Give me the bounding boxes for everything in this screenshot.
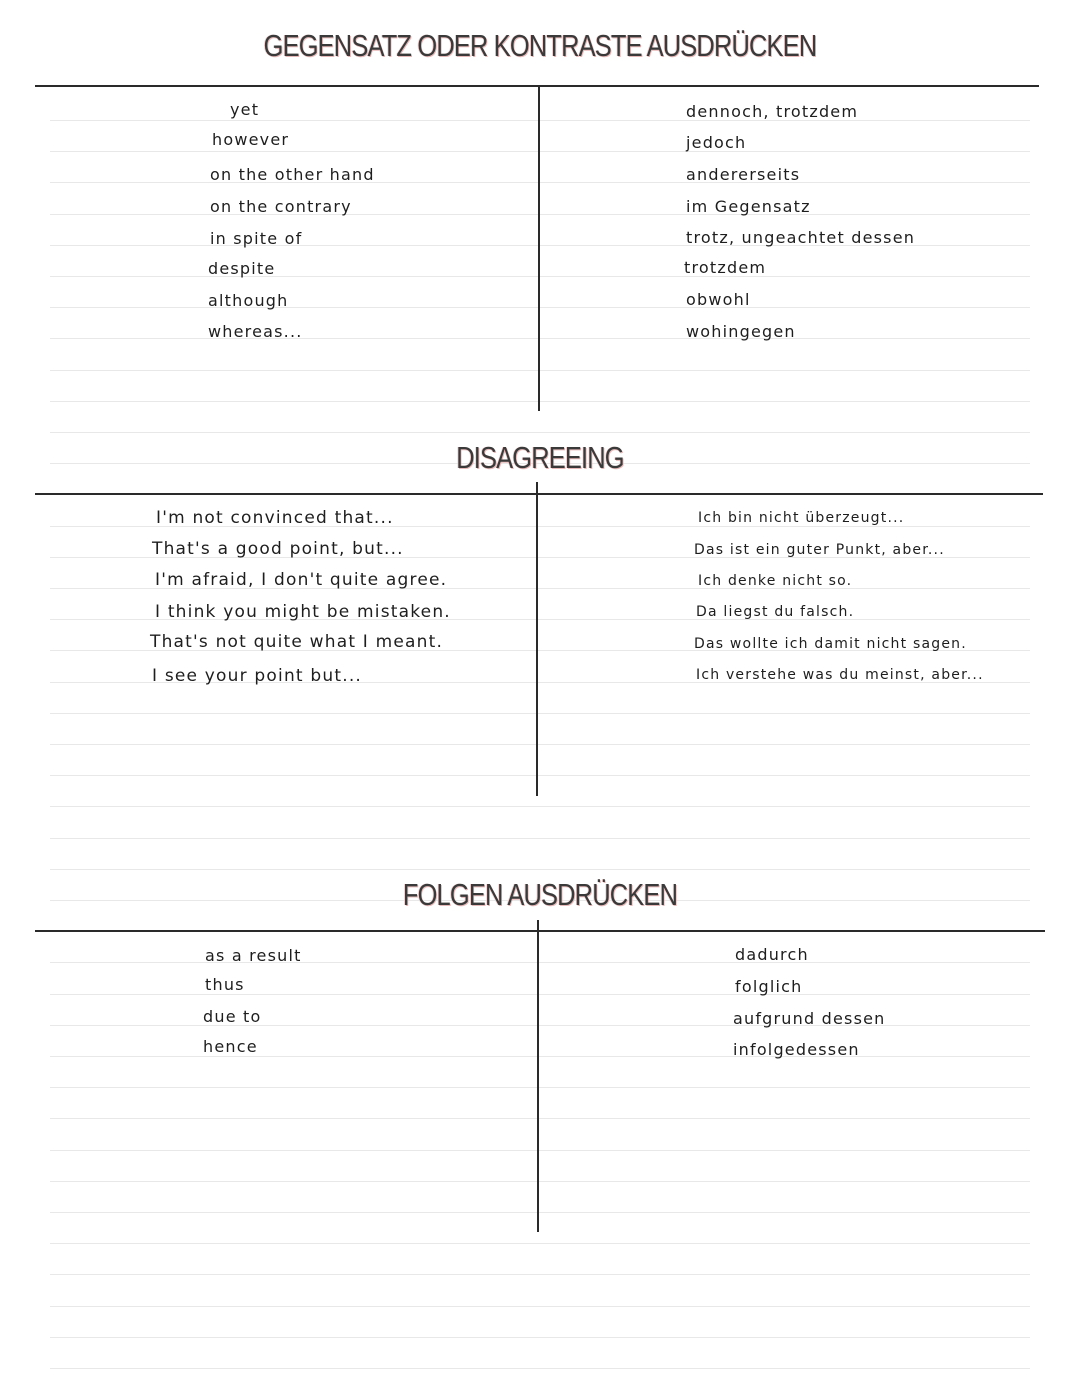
- list-item: I'm afraid, I don't quite agree.: [155, 570, 448, 590]
- list-item: I think you might be mistaken.: [155, 602, 451, 622]
- list-item: infolgedessen: [733, 1040, 860, 1059]
- list-item: despite: [208, 259, 276, 278]
- ruled-line: [50, 151, 1030, 152]
- table-top-rule: [35, 493, 1043, 495]
- ruled-line: [50, 307, 1030, 308]
- list-item: im Gegensatz: [686, 197, 811, 216]
- list-item: hence: [203, 1037, 258, 1056]
- list-item: yet: [230, 100, 260, 119]
- ruled-line: [50, 806, 1030, 807]
- list-item: on the other hand: [210, 165, 375, 184]
- table-top-rule: [35, 930, 1045, 932]
- list-item: That's a good point, but...: [152, 539, 404, 559]
- list-item: however: [212, 130, 290, 149]
- column-divider: [538, 86, 540, 411]
- ruled-line: [50, 775, 1030, 776]
- list-item: I see your point but...: [152, 666, 363, 686]
- section-title: DISAGREEING: [456, 440, 624, 475]
- ruled-line: [50, 1181, 1030, 1182]
- ruled-line: [50, 182, 1030, 183]
- ruled-line: [50, 1306, 1030, 1307]
- list-item: Das wollte ich damit nicht sagen.: [694, 636, 967, 652]
- ruled-line: [50, 1368, 1030, 1369]
- list-item: Ich denke nicht so.: [698, 573, 853, 589]
- list-item: on the contrary: [210, 197, 352, 216]
- list-item: Ich bin nicht überzeugt...: [698, 510, 905, 526]
- list-item: aufgrund dessen: [733, 1009, 886, 1028]
- list-item: That's not quite what I meant.: [150, 632, 444, 652]
- list-item: wohingegen: [686, 322, 796, 341]
- list-item: Da liegst du falsch.: [696, 604, 855, 620]
- ruled-line: [50, 1118, 1030, 1119]
- list-item: Das ist ein guter Punkt, aber...: [694, 542, 945, 558]
- ruled-line: [50, 1150, 1030, 1151]
- ruled-line: [50, 214, 1030, 215]
- ruled-line: [50, 120, 1030, 121]
- ruled-line: [50, 1243, 1030, 1244]
- ruled-line: [50, 338, 1030, 339]
- list-item: dadurch: [735, 945, 809, 964]
- ruled-line: [50, 370, 1030, 371]
- section-title: FOLGEN AUSDRÜCKEN: [402, 877, 678, 912]
- ruled-line: [50, 1087, 1030, 1088]
- list-item: andererseits: [686, 165, 801, 184]
- ruled-line: [50, 962, 1030, 963]
- ruled-line: [50, 401, 1030, 402]
- ruled-line: [50, 1274, 1030, 1275]
- ruled-line: [50, 1056, 1030, 1057]
- ruled-line: [50, 994, 1030, 995]
- ruled-line: [50, 276, 1030, 277]
- ruled-line: [50, 1337, 1030, 1338]
- list-item: although: [208, 291, 289, 310]
- table-top-rule: [35, 85, 1039, 87]
- ruled-line: [50, 1212, 1030, 1213]
- ruled-line: [50, 432, 1030, 433]
- ruled-line: [50, 713, 1030, 714]
- list-item: jedoch: [686, 133, 747, 152]
- list-item: as a result: [205, 946, 302, 965]
- list-item: obwohl: [686, 290, 751, 309]
- list-item: thus: [205, 975, 245, 994]
- ruled-line: [50, 838, 1030, 839]
- list-item: in spite of: [210, 229, 303, 248]
- list-item: trotzdem: [684, 258, 767, 277]
- column-divider: [536, 482, 538, 796]
- section-title: GEGENSATZ ODER KONTRASTE AUSDRÜCKEN: [263, 28, 817, 63]
- ruled-line: [50, 744, 1030, 745]
- list-item: I'm not convinced that...: [156, 508, 394, 528]
- column-divider: [537, 920, 539, 1232]
- list-item: folglich: [735, 977, 803, 996]
- list-item: due to: [203, 1007, 262, 1026]
- list-item: Ich verstehe was du meinst, aber...: [696, 667, 984, 683]
- list-item: whereas...: [208, 322, 303, 341]
- ruled-line: [50, 869, 1030, 870]
- list-item: dennoch, trotzdem: [686, 102, 859, 121]
- list-item: trotz, ungeachtet dessen: [686, 228, 916, 247]
